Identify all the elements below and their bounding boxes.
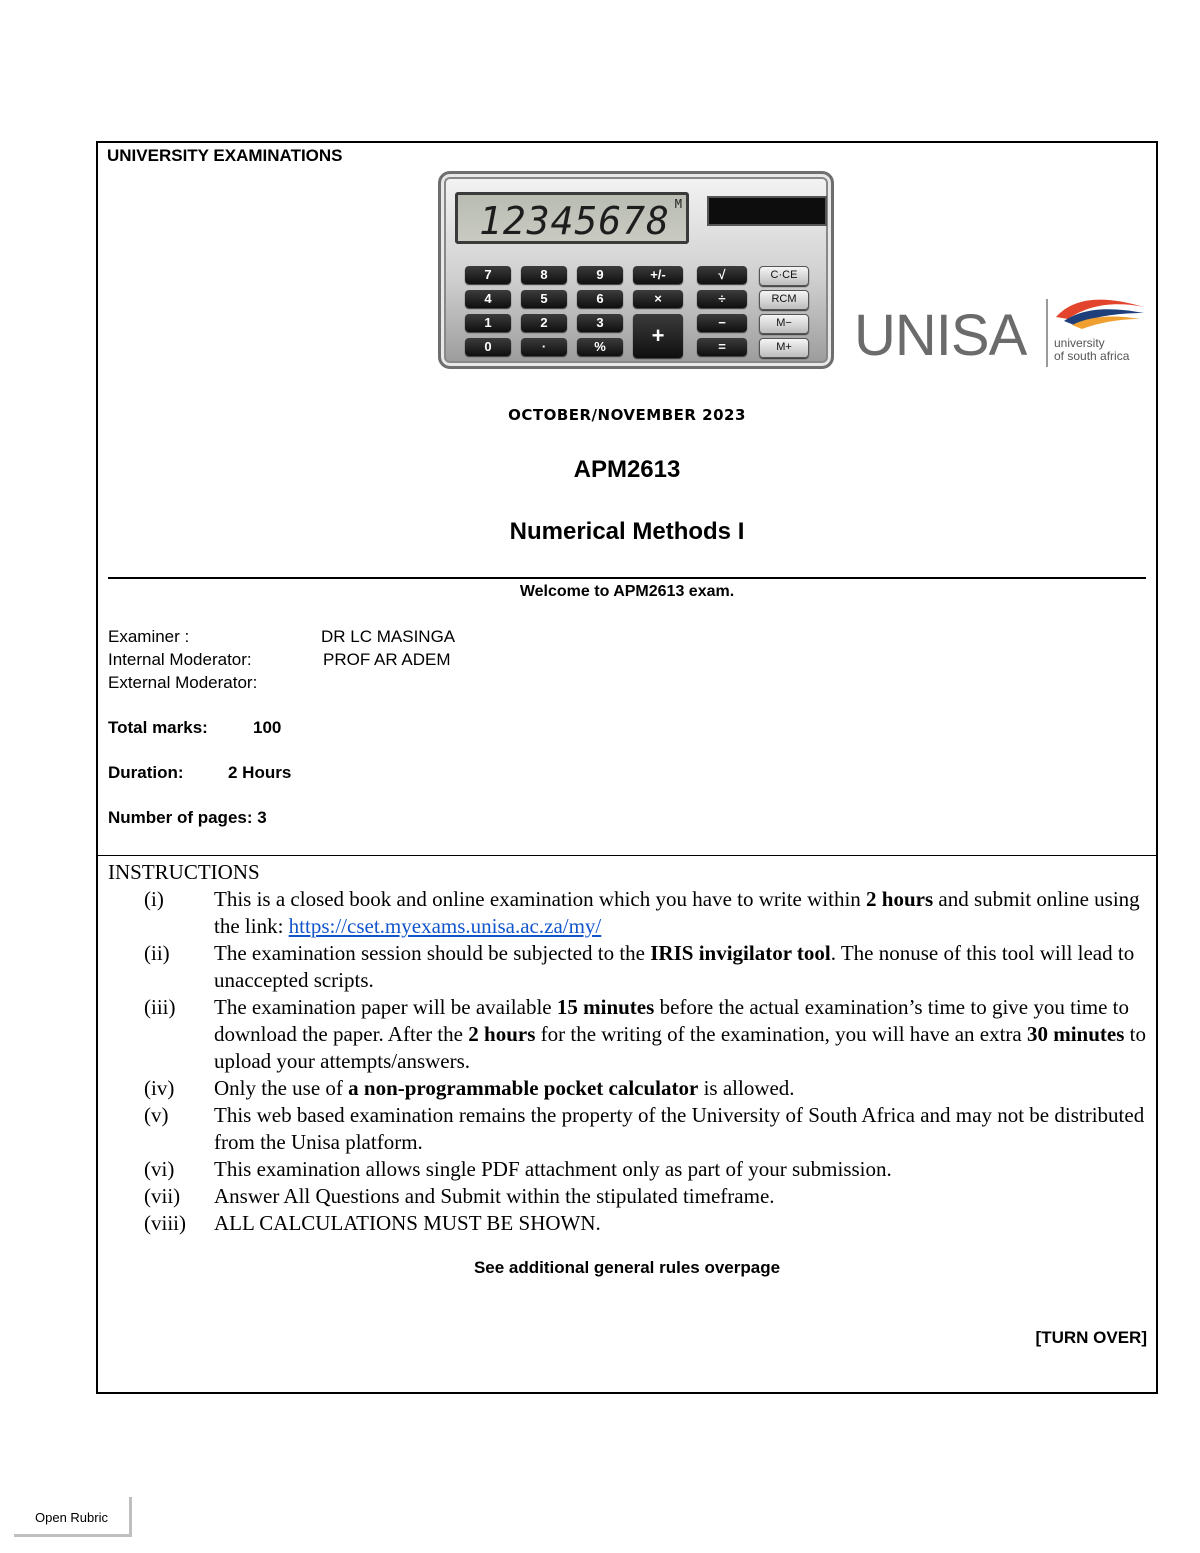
calculator-key: 4 [465,290,511,308]
logo-swoosh-icon [1054,293,1146,333]
logo-divider [1046,299,1048,367]
duration-row [108,763,292,783]
instruction-number: (viii) [144,1211,186,1235]
instruction-item [108,1102,1148,1156]
calculator-key: · [521,338,567,356]
calculator-key: % [577,338,623,356]
instruction-text: This web based examination remains the property of the University of South Africa and may not be distributed from the Unisa platform. [214,1103,1145,1154]
instruction-text: The examination session should be subjected to the IRIS invigilator tool. The nonuse of this tool will lead to unaccepted scripts. [214,941,1135,992]
calculator-key: C·CE [759,266,809,286]
instructions-title: INSTRUCTIONS [108,860,260,884]
duration-label: Duration: [108,763,184,782]
calculator-key: 6 [577,290,623,308]
logo-subtitle-line-1: university [1054,336,1105,350]
calculator-key: 3 [577,314,623,332]
calculator-key: 9 [577,266,623,284]
instruction-number: (i) [144,887,164,911]
calculator-key: ÷ [697,290,747,308]
instruction-number: (v) [144,1103,169,1127]
calculator-key: 7 [465,266,511,284]
internal-moderator-label: Internal Moderator: [108,650,252,669]
calculator-key: 1 [465,314,511,332]
instruction-text: This examination allows single PDF attachment only as part of your submission. [214,1157,892,1181]
instruction-number: (iv) [144,1076,175,1100]
exam-cover-frame [96,141,1158,1394]
instruction-item [108,940,1148,994]
instruction-item [108,886,1148,940]
total-marks-value: 100 [253,718,282,737]
instruction-number: (iii) [144,995,176,1019]
instruction-text: Answer All Questions and Submit within the stipulated timeframe. [214,1184,775,1208]
instruction-number: (vii) [144,1184,181,1208]
instruction-item [108,1075,1148,1102]
calculator-display-flag: M [674,197,683,211]
calculator-key: = [697,338,747,356]
instruction-number: (ii) [144,941,170,965]
instruction-item [108,1156,1148,1183]
turn-over-label: [TURN OVER] [1035,1328,1147,1347]
duration-value: 2 Hours [228,763,292,782]
instructions-section [108,859,1148,1237]
additional-rules-note: See additional general rules overpage [473,1258,781,1277]
internal-moderator-name: PROF AR ADEM [323,650,451,669]
instruction-item [108,1210,1148,1237]
module-code: APM2613 [573,456,681,483]
examiner-label: Examiner : [108,627,190,646]
calculator-key: M− [759,314,809,334]
section-divider [98,855,1156,856]
pages-label: Number of pages: [108,808,253,827]
university-examinations-label: UNIVERSITY EXAMINATIONS [107,146,343,165]
calculator-key: 8 [521,266,567,284]
instruction-number: (vi) [144,1157,175,1181]
calculator-key: 0 [465,338,511,356]
external-moderator-label: External Moderator: [108,673,258,692]
exam-session: OCTOBER/NOVEMBER 2023 [508,406,746,424]
calculator-key: × [633,290,683,308]
pages-row [108,808,267,828]
instruction-text: Only the use of a non-programmable pocket calculator is allowed. [214,1076,795,1100]
exam-portal-link[interactable]: https://cset.myexams.unisa.ac.za/my/ [288,914,602,938]
calculator-display [455,192,689,244]
instruction-text: The examination paper will be available 15 minutes before the actual examination’s time to give you time to download the paper. After the 2 hours for the writing of the examination, you will have an extra 30 minutes to upload your attempts/answers. [214,995,1147,1073]
logo-wordmark: UNISA [854,303,1027,368]
module-title: Numerical Methods I [509,518,745,545]
logo-subtitle-line-2: of south africa [1054,349,1130,363]
calculator-display-digits: 12345678 [478,199,670,243]
instruction-item [108,1183,1148,1210]
title-rule [108,577,1146,579]
calculator-image [438,171,834,369]
instruction-text: ALL CALCULATIONS MUST BE SHOWN. [214,1211,601,1235]
calculator-key: 5 [521,290,567,308]
pages-value: 3 [257,808,267,827]
instruction-text: This is a closed book and online examination which you have to write within 2 hours and submit online using the link: https://cset.myexams.unisa.ac.za/my/ [214,887,1140,938]
total-marks-label: Total marks: [108,718,208,737]
calculator-key: RCM [759,290,809,310]
calculator-key: +/- [633,266,683,284]
unisa-logo [850,293,1142,369]
examiner-name: DR LC MASINGA [321,627,456,646]
instructions-list [108,886,1148,1237]
logo-subtitle [1054,337,1129,363]
calculator-key: 2 [521,314,567,332]
instruction-item [108,994,1148,1075]
calculator-key-plus: + [633,314,683,358]
open-rubric-button[interactable]: Open Rubric [14,1497,132,1537]
total-marks-row [108,718,282,738]
calculator-key: − [697,314,747,332]
calculator-key: M+ [759,338,809,358]
calculator-key: √ [697,266,747,284]
calculator-solar-panel [707,196,827,226]
welcome-text: Welcome to APM2613 exam. [519,583,735,600]
